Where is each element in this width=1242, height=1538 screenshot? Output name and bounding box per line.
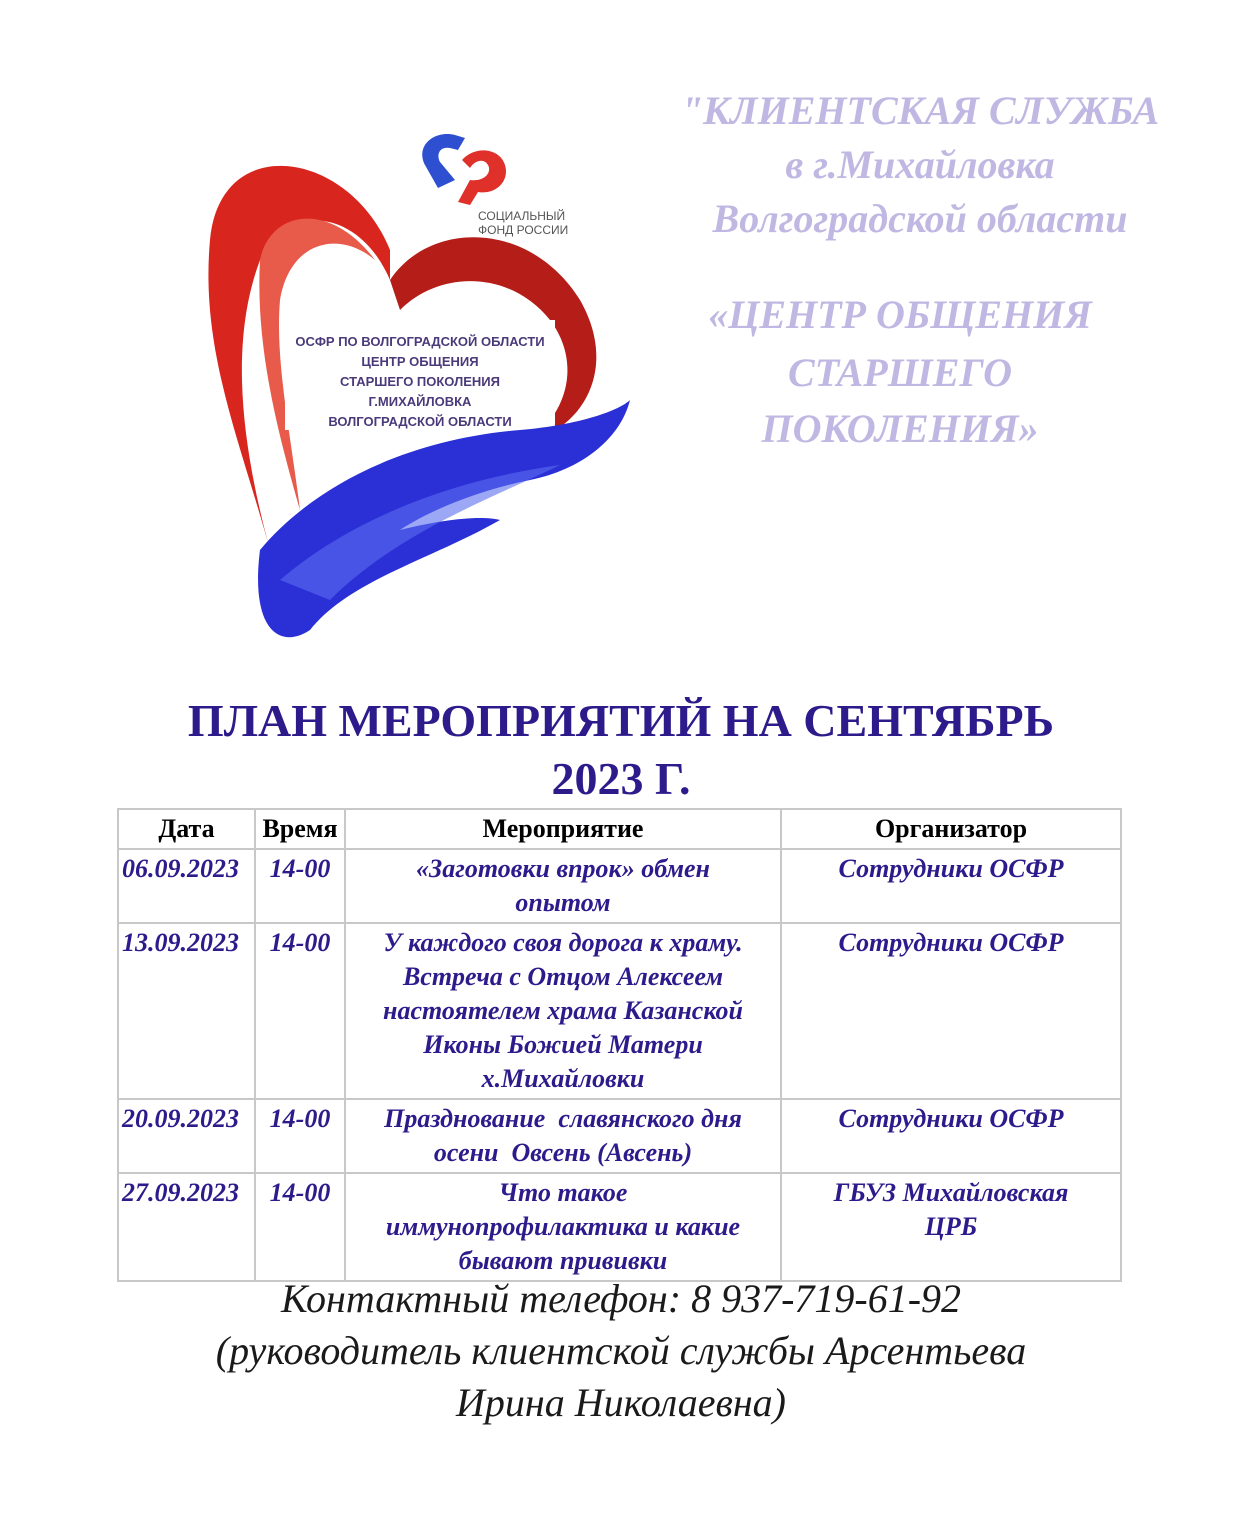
logo-inner-line: ОСФР ПО ВОЛГОГРАДСКОЙ ОБЛАСТИ — [295, 334, 545, 349]
table-row — [118, 1099, 1121, 1173]
org-title-line: "КЛИЕНТСКАЯ СЛУЖБА — [680, 88, 1160, 133]
cell-organizer — [781, 849, 1121, 923]
cell-date: 06.09.2023 — [118, 849, 255, 923]
contact-person-line: (руководитель клиентской службы Арсентьева — [215, 1328, 1027, 1373]
cell-date: 20.09.2023 — [118, 1099, 255, 1173]
cell-date: 27.09.2023 — [118, 1173, 255, 1281]
event-line: Иконы Божией Матери — [423, 1030, 703, 1059]
logo-inner-line: ЦЕНТР ОБЩЕНИЯ — [361, 354, 479, 369]
cell-event — [345, 849, 781, 923]
brand-text-2: ФОНД РОССИИ — [478, 223, 569, 237]
event-line: х.Михайловки — [481, 1064, 645, 1093]
event-line: опытом — [515, 888, 611, 917]
cell-organizer — [781, 1173, 1121, 1281]
organizer-line: ГБУЗ Михайловская — [833, 1178, 1069, 1207]
center-title-line: СТАРШЕГО — [788, 350, 1012, 395]
osfr-heart-hand-logo — [200, 110, 660, 660]
cell-time: 14-00 — [255, 923, 345, 1099]
header-date: Дата — [118, 809, 255, 849]
header-event: Мероприятие — [345, 809, 781, 849]
logo-inner-line: СТАРШЕГО ПОКОЛЕНИЯ — [340, 374, 500, 389]
org-title-line: Волгоградской области — [712, 196, 1128, 241]
cell-organizer — [781, 1099, 1121, 1173]
cell-time: 14-00 — [255, 849, 345, 923]
event-line: Что такое — [498, 1178, 628, 1207]
center-title-line: ПОКОЛЕНИЯ» — [761, 406, 1039, 451]
cell-event — [345, 1099, 781, 1173]
cell-time: 14-00 — [255, 1099, 345, 1173]
event-line: «Заготовки впрок» обмен — [416, 854, 710, 883]
table-row — [118, 849, 1121, 923]
table-row — [118, 1173, 1121, 1281]
event-line: Встреча с Отцом Алексеем — [402, 962, 724, 991]
contact-phone: Контактный телефон: 8 937-719-61-92 — [280, 1276, 962, 1321]
cell-date: 13.09.2023 — [118, 923, 255, 1099]
logo-inner-line: Г.МИХАЙЛОВКА — [368, 394, 472, 409]
organizer-line: Сотрудники ОСФР — [838, 928, 1064, 957]
event-line: бывают прививки — [458, 1246, 668, 1275]
event-line: Празднование славянского дня — [384, 1104, 742, 1133]
header-organizer: Организатор — [781, 809, 1121, 849]
event-line: У каждого своя дорога к храму. — [383, 928, 743, 957]
contact-person-line: Ирина Николаевна) — [455, 1380, 787, 1425]
plan-title-line-2: 2023 Г. — [551, 753, 691, 804]
header-time: Время — [255, 809, 345, 849]
org-title-line: в г.Михайловка — [785, 142, 1055, 187]
logo-inner-line: ВОЛГОГРАДСКОЙ ОБЛАСТИ — [328, 414, 512, 429]
event-line: осени Овсень (Авсень) — [433, 1138, 693, 1167]
organizer-line: ЦРБ — [924, 1212, 978, 1241]
cell-event — [345, 923, 781, 1099]
plan-title — [0, 692, 1242, 808]
cell-event — [345, 1173, 781, 1281]
events-table — [117, 808, 1122, 1282]
brand-text-1: СОЦИАЛЬНЫЙ — [478, 209, 566, 223]
organizer-line: Сотрудники ОСФР — [838, 1104, 1064, 1133]
organizer-line: Сотрудники ОСФР — [838, 854, 1064, 883]
cell-time: 14-00 — [255, 1173, 345, 1281]
table-header-row — [118, 809, 1121, 849]
cell-organizer — [781, 923, 1121, 1099]
event-line: иммунопрофилактика и какие — [385, 1212, 741, 1241]
table-row — [118, 923, 1121, 1099]
event-line: настоятелем храма Казанской — [383, 996, 743, 1025]
plan-title-line-1: ПЛАН МЕРОПРИЯТИЙ НА СЕНТЯБРЬ — [187, 695, 1055, 746]
center-title-line: «ЦЕНТР ОБЩЕНИЯ — [708, 292, 1092, 337]
sf-emblem-icon — [422, 134, 506, 205]
